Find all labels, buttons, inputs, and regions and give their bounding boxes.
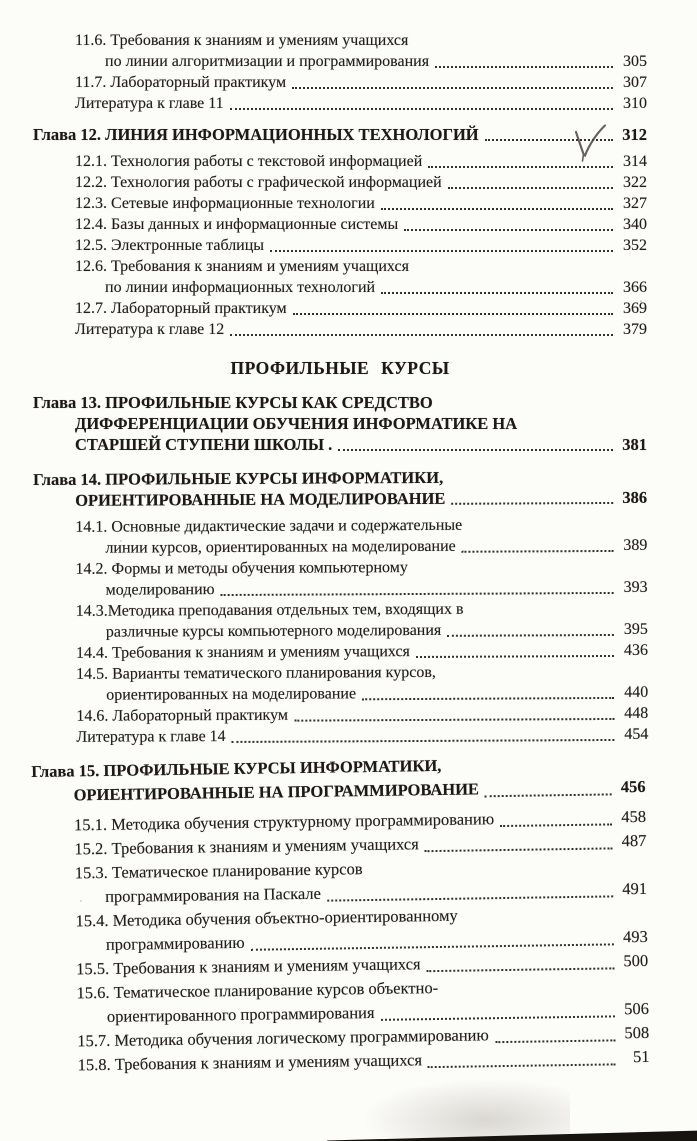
entry-text: 15.7. Методика обучения логическому программированию (77, 1025, 489, 1051)
toc-line (33, 72, 647, 93)
page-number: 379 (623, 321, 647, 338)
dot-leader (327, 895, 613, 901)
entry-text: 14.5. Варианты тематического планирования курсов, (76, 663, 436, 683)
page-number: 314 (623, 153, 647, 170)
toc-line (33, 93, 647, 114)
entry-text: программированию (105, 932, 245, 954)
toc-line (33, 487, 647, 511)
entry-text: Литература к главе 11 (75, 95, 224, 112)
toc-line (33, 151, 647, 172)
page-number: 493 (622, 926, 648, 947)
dot-leader (485, 139, 613, 141)
entry-text: ориентированных на моделирование (106, 685, 357, 704)
dot-leader (428, 166, 613, 168)
page-number: 500 (623, 950, 649, 971)
entry-text: 14.1. Основные дидактические задачи и содержательные (75, 516, 463, 536)
dot-leader (221, 592, 614, 596)
toc-section-chapter-13 (33, 392, 647, 455)
page-number: 508 (624, 1022, 650, 1043)
entry-text: ориентированного программирования (106, 1002, 375, 1026)
dot-leader (381, 208, 613, 210)
toc-item (33, 256, 647, 298)
entry-text: Литература к главе 14 (76, 727, 226, 746)
entry-text: по линии алгоритмизации и программирования (105, 53, 430, 70)
toc-chapter (33, 392, 647, 455)
page-number: 487 (621, 830, 647, 851)
page-number: 436 (623, 641, 649, 659)
toc-section-chapter-11-tail (33, 30, 647, 114)
toc-line (33, 235, 647, 256)
toc-chapter (33, 124, 647, 145)
dot-leader (462, 550, 614, 553)
page-number: 322 (623, 174, 647, 191)
entry-text: 12.1. Технология работы с текстовой информацией (75, 153, 423, 170)
entry-text: 14.2. Формы и методы обучения компьютерному (75, 559, 408, 578)
dot-leader (500, 823, 612, 827)
entry-text: 15.4. Методика обучения объектно-ориентированному (75, 905, 458, 931)
page-number: 305 (623, 53, 647, 70)
toc-line (33, 214, 647, 235)
dot-leader (448, 187, 613, 189)
scan-smudge-artifact (360, 1078, 570, 1138)
toc-section-chapter-14 (33, 466, 648, 748)
entry-text: 14.3.Методика преподавания отдельных тем, входящих в (75, 600, 464, 620)
toc-literature (33, 93, 647, 114)
entry-text: 15.2. Требования к знаниям и умениям учащихся (74, 834, 419, 859)
page-number: 393 (623, 578, 648, 596)
part-heading: ПРОФИЛЬНЫЕ КУРСЫ (230, 358, 450, 378)
page-number: 366 (623, 279, 647, 296)
toc-item (33, 214, 647, 235)
toc-line (33, 256, 647, 277)
toc-item (33, 235, 647, 256)
toc-line (33, 30, 647, 51)
toc-item (33, 193, 647, 214)
dot-leader (292, 87, 613, 89)
page-number: 307 (623, 74, 647, 91)
entry-text: 12.2. Технология работы с графической информацией (75, 174, 442, 191)
entry-text: 12.4. Базы данных и информационные системы (75, 216, 399, 233)
dot-leader (451, 502, 613, 505)
dot-leader (485, 793, 612, 797)
entry-text: Глава 12. ЛИНИЯ ИНФОРМАЦИОННЫХ ТЕХНОЛОГИЙ (33, 125, 479, 144)
entry-text: по линии информационных технологий (105, 279, 376, 296)
page-number: 312 (622, 125, 647, 144)
page-number: 491 (622, 878, 648, 899)
page-number: 310 (623, 95, 647, 112)
toc-line (33, 392, 647, 413)
entry-text: 12.5. Электронные таблицы (75, 237, 265, 254)
scan-speck (120, 540, 122, 542)
page-number: 458 (621, 806, 647, 827)
dot-leader (495, 1039, 616, 1043)
toc-section-chapter-15 (31, 751, 650, 1078)
entry-text: 15.1. Методика обучения структурному программированию (73, 809, 495, 835)
dot-leader (381, 1015, 615, 1020)
toc-section-part-courses (33, 356, 647, 380)
entry-text: линии курсов, ориентированных на моделирование (105, 537, 456, 557)
dot-leader (427, 967, 615, 972)
page-number: 340 (623, 216, 647, 233)
toc-item (33, 298, 647, 319)
dot-leader (230, 334, 613, 336)
toc-line (33, 319, 647, 340)
toc-item (33, 72, 647, 93)
entry-text: 14.4. Требования к знаниям и умениям учащихся (75, 643, 410, 662)
entry-text: 11.7. Лабораторный практикум (75, 74, 287, 91)
entry-text: 15.5. Требования к знаниям и умениям учащихся (76, 954, 421, 979)
toc-item (33, 30, 647, 72)
entry-text: 15.6. Тематическое планирование курсов объектно- (76, 978, 439, 1003)
dot-leader (294, 718, 614, 722)
page-number: 352 (623, 237, 647, 254)
entry-text: моделированию (105, 581, 215, 599)
toc-section-chapter-12 (33, 124, 647, 340)
page-number: 327 (623, 195, 647, 212)
dot-leader (435, 66, 613, 68)
toc-item (34, 661, 648, 706)
entry-text: 15.3. Тематическое планирование курсов (74, 859, 363, 883)
page-number: 506 (623, 998, 650, 1019)
entry-text: Глава 14. ПРОФИЛЬНЫЕ КУРСЫ ИНФОРМАТИКИ, (33, 467, 444, 489)
entry-text: 12.6. Требования к знаниям и умениям учащихся (75, 258, 409, 275)
entry-text: 15.8. Требования к знаниям и умениям учащихся (77, 1050, 423, 1075)
scan-speck (80, 900, 82, 902)
entry-text: ОРИЕНТИРОВАННЫЕ НА МОДЕЛИРОВАНИЕ (75, 488, 446, 510)
entry-text: программирования на Паскале (105, 883, 322, 906)
entry-text: ДИФФЕРЕНЦИАЦИИ ОБУЧЕНИЯ ИНФОРМАТИКЕ НА (75, 414, 518, 433)
dot-leader (362, 697, 614, 700)
dot-leader (447, 634, 614, 637)
entry-text: различные курсы компьютерного моделирования (105, 621, 442, 641)
page-number: 381 (622, 435, 647, 454)
toc-chapter (33, 466, 647, 511)
toc-literature (34, 724, 648, 748)
page-number: 51 (632, 1046, 650, 1067)
dot-leader (425, 847, 613, 852)
toc-line (33, 51, 647, 72)
toc-line (33, 124, 647, 145)
dot-leader (293, 313, 613, 315)
dot-leader (381, 292, 613, 294)
toc-line (33, 193, 647, 214)
toc-line (34, 724, 648, 748)
entry-text: Глава 15. ПРОФИЛЬНЫЕ КУРСЫ ИНФОРМАТИКИ, (31, 755, 442, 782)
page-number: 369 (623, 300, 647, 317)
toc-item (33, 514, 647, 559)
toc-literature (33, 319, 647, 340)
toc-chapter (31, 751, 646, 808)
entry-text: Литература к главе 12 (75, 321, 225, 338)
entry-text: 12.3. Сетевые информационные технологии (75, 195, 375, 212)
entry-text: СТАРШЕЙ СТУПЕНИ ШКОЛЫ . (75, 435, 333, 454)
page-number: 454 (624, 725, 649, 743)
dot-leader (270, 250, 613, 252)
toc-line (33, 434, 647, 455)
scan-speck (640, 300, 642, 303)
toc-item (33, 151, 647, 172)
toc-line (33, 413, 647, 434)
entry-text: 12.7. Лабораторный практикум (75, 300, 287, 317)
dot-leader (428, 1063, 616, 1068)
toc-item (33, 556, 647, 601)
page-number: 448 (624, 704, 649, 722)
toc-item (33, 172, 647, 193)
entry-text: 11.6. Требования к знаниям и умениям учащихся (75, 32, 409, 49)
toc-line (33, 277, 647, 298)
toc-line (33, 172, 647, 193)
dot-leader (232, 739, 615, 743)
entry-text: Глава 13. ПРОФИЛЬНЫЕ КУРСЫ КАК СРЕДСТВО (33, 393, 433, 412)
dot-leader (338, 449, 613, 451)
dot-leader (404, 229, 613, 231)
page-number: 386 (622, 487, 648, 507)
dot-leader (416, 655, 614, 658)
toc-item (34, 598, 648, 643)
toc-line (33, 298, 647, 319)
page-number: 395 (623, 620, 648, 638)
page-number: 440 (624, 683, 649, 701)
page-number: 389 (623, 536, 648, 554)
page-number: 456 (620, 776, 646, 797)
entry-text: ОРИЕНТИРОВАННЫЕ НА ПРОГРАММИРОВАНИЕ (73, 779, 480, 805)
dot-leader (230, 108, 613, 110)
entry-text: 14.6. Лабораторный практикум (76, 706, 289, 725)
